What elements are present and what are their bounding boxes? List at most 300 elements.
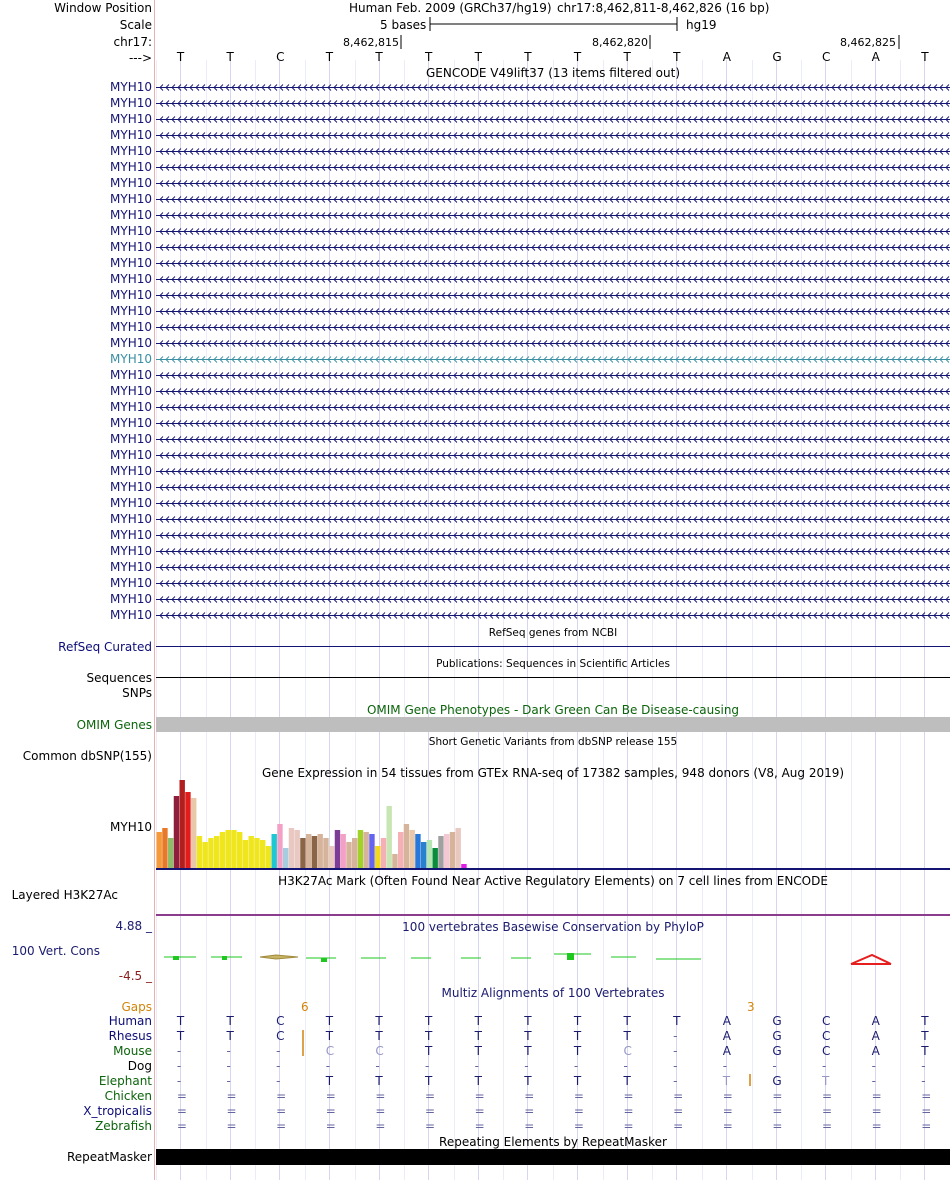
strand-label: --->	[128, 51, 152, 65]
alignment-base: C	[821, 1044, 831, 1058]
gencode-gene-label[interactable]: MYH10	[110, 416, 152, 430]
alignment-base: =	[424, 1104, 435, 1118]
alignment-base: =	[474, 1089, 485, 1103]
gtex-tissue-bar	[283, 848, 288, 868]
alignment-base: T	[474, 1074, 482, 1088]
gencode-gene-label[interactable]: MYH10	[110, 560, 152, 574]
gencode-gene-label[interactable]: MYH10	[110, 208, 152, 222]
gtex-tissue-bar	[410, 830, 415, 868]
alignment-base: =	[921, 1089, 932, 1103]
alignment-base: T	[623, 1014, 631, 1028]
ruler-base: T	[524, 50, 532, 64]
gtex-tissue-bar	[197, 836, 202, 868]
gencode-transcript	[156, 117, 950, 123]
gencode-gene-label[interactable]: MYH10	[110, 240, 152, 254]
track-data-column	[156, 0, 950, 1180]
gtex-tissue-bar	[208, 838, 213, 868]
ruler-base: T	[474, 50, 482, 64]
alignment-base: T	[474, 1014, 482, 1028]
alignment-base: T	[325, 1074, 334, 1088]
gencode-transcript	[156, 245, 950, 251]
alignment-base: C	[623, 1044, 632, 1058]
alignment-base: C	[821, 1014, 831, 1028]
ruler-base: C	[821, 50, 831, 64]
gencode-gene-label[interactable]: MYH10	[110, 368, 152, 382]
alignment-base: T	[176, 1014, 185, 1028]
alignment-base: =	[176, 1089, 187, 1103]
alignment-base: T	[524, 1029, 532, 1043]
alignment-base: =	[226, 1119, 237, 1133]
gtex-tissue-bar	[398, 832, 403, 868]
gtex-tissue-bar	[249, 836, 254, 868]
gencode-transcript	[156, 149, 950, 155]
gencode-gene-label[interactable]: MYH10	[110, 400, 152, 414]
gtex-tissue-bar	[375, 846, 380, 868]
gtex-tissue-bar	[329, 846, 334, 868]
alignment-base: =	[871, 1104, 882, 1118]
gtex-tissue-bar	[312, 836, 317, 868]
alignment-base: -	[176, 1044, 182, 1058]
gencode-gene-label[interactable]: MYH10	[110, 144, 152, 158]
gencode-transcript	[156, 197, 950, 203]
alignment-base: =	[524, 1089, 535, 1103]
gtex-track-label[interactable]: MYH10	[110, 820, 152, 834]
alignment-base: C	[276, 1029, 285, 1043]
alignment-base: =	[821, 1089, 832, 1103]
gencode-gene-label[interactable]: MYH10	[110, 192, 152, 206]
alignment-base: =	[921, 1104, 932, 1118]
alignment-base: A	[722, 1044, 731, 1058]
ruler-base: A	[722, 50, 731, 64]
alignment-base: =	[325, 1119, 336, 1133]
refseq-track-title: RefSeq genes from NCBI	[488, 627, 618, 639]
alignment-base: =	[772, 1089, 783, 1103]
position-tick-1: 8,462,815	[343, 36, 399, 49]
alignment-base: =	[871, 1089, 882, 1103]
alignment-base: =	[325, 1104, 336, 1118]
gtex-tissue-bar	[168, 838, 173, 868]
alignment-base: -	[722, 1059, 728, 1073]
gap-mark-2: 3	[747, 1000, 755, 1014]
alignment-base: =	[673, 1104, 684, 1118]
ruler-base: T	[325, 50, 334, 64]
gtex-tissue-bar	[277, 824, 282, 868]
label-separator	[154, 0, 155, 1180]
alignment-base: =	[524, 1119, 535, 1133]
dbsnp-track-title: Short Genetic Variants from dbSNP release 155	[428, 736, 678, 748]
alignment-base: -	[573, 1059, 579, 1073]
gtex-tissue-bar	[404, 824, 409, 868]
gencode-gene-label[interactable]: MYH10	[110, 272, 152, 286]
gencode-transcript	[156, 405, 950, 411]
gtex-tissue-bar	[433, 848, 438, 868]
alignment-base: A	[722, 1014, 731, 1028]
alignment-base: =	[623, 1089, 634, 1103]
ruler-base: T	[226, 50, 234, 64]
scale-label: Scale	[119, 18, 152, 32]
repeatmasker-bar[interactable]	[156, 1149, 950, 1165]
alignment-base: T	[524, 1074, 532, 1088]
alignment-base: -	[772, 1059, 777, 1073]
alignment-base: T	[226, 1029, 234, 1043]
alignment-base: -	[871, 1074, 876, 1088]
alignment-base: =	[623, 1104, 634, 1118]
alignment-base: -	[474, 1059, 479, 1073]
species-label[interactable]: Elephant	[98, 1074, 152, 1088]
gencode-transcript	[156, 181, 950, 187]
alignment-base: -	[921, 1074, 926, 1088]
multiz-track-title: Multiz Alignments of 100 Vertebrates	[441, 986, 665, 1000]
gaps-label: Gaps	[121, 1000, 152, 1014]
alignment-base: =	[921, 1119, 932, 1133]
alignment-base: =	[673, 1119, 684, 1133]
alignment-base: =	[573, 1089, 584, 1103]
gencode-gene-label[interactable]: MYH10	[110, 464, 152, 478]
gtex-tissue-bar	[421, 842, 426, 868]
gencode-transcript	[156, 341, 950, 347]
gencode-transcript	[156, 213, 950, 219]
alignment-base: -	[673, 1044, 678, 1058]
species-label[interactable]: Mouse	[113, 1044, 152, 1058]
gencode-gene-label[interactable]: MYH10	[110, 80, 152, 94]
gtex-tissue-bar	[352, 838, 357, 868]
alignment-base: -	[176, 1074, 182, 1088]
gencode-transcript	[156, 373, 950, 379]
alignment-base: =	[871, 1119, 882, 1133]
gencode-gene-label[interactable]: MYH10	[110, 592, 152, 606]
alignment-base: G	[772, 1029, 782, 1043]
species-label[interactable]: Chicken	[104, 1089, 152, 1103]
gtex-tissue-bar	[381, 838, 386, 868]
gencode-transcript	[156, 165, 950, 171]
gtex-tissue-bar	[272, 834, 277, 868]
alignment-base: =	[722, 1104, 733, 1118]
alignment-base: T	[921, 1014, 929, 1028]
alignment-base: =	[276, 1119, 287, 1133]
window-position-label: Window Position	[54, 1, 152, 15]
phylop-max-label: 4.88 _	[115, 919, 152, 933]
repeatmasker-track-label[interactable]: RepeatMasker	[66, 1150, 152, 1164]
gencode-gene-label[interactable]: MYH10	[110, 128, 152, 142]
alignment-base: -	[673, 1074, 678, 1088]
scale-text: 5 bases	[380, 18, 427, 32]
omim-bar[interactable]	[156, 717, 950, 732]
phylop-plot[interactable]	[156, 938, 950, 978]
alignment-base: -	[276, 1074, 281, 1088]
alignment-base: T	[573, 1029, 582, 1043]
phylop-min-label: -4.5 _	[118, 969, 152, 983]
gtex-baseline	[156, 868, 950, 870]
gencode-transcript	[156, 133, 950, 139]
alignment-base: =	[474, 1119, 485, 1133]
gencode-transcript	[156, 261, 950, 267]
alignment-base: -	[673, 1059, 678, 1073]
gencode-gene-label[interactable]: MYH10	[110, 448, 152, 462]
alignment-base: G	[772, 1044, 782, 1058]
alignment-base: T	[424, 1044, 433, 1058]
gencode-gene-label[interactable]: MYH10	[110, 288, 152, 302]
h3k27ac-track-label[interactable]: Layered H3K27Ac	[11, 888, 118, 902]
alignment-base: =	[276, 1089, 287, 1103]
gencode-gene-label[interactable]: MYH10	[110, 224, 152, 238]
alignment-base: =	[424, 1119, 435, 1133]
alignment-base: T	[424, 1029, 433, 1043]
gencode-gene-label[interactable]: MYH10	[110, 112, 152, 126]
alignment-base: T	[474, 1044, 482, 1058]
gencode-gene-label[interactable]: MYH10	[110, 432, 152, 446]
track-label-column	[0, 0, 154, 1180]
refseq-line[interactable]	[156, 646, 950, 647]
chrom-label: chr17:	[113, 35, 152, 49]
alignment-base: =	[573, 1104, 584, 1118]
alignment-base: =	[623, 1119, 634, 1133]
alignment-base: =	[375, 1104, 386, 1118]
gtex-tissue-bar	[306, 834, 311, 868]
assembly-text: Human Feb. 2009 (GRCh37/hg19)	[349, 1, 552, 15]
h3k27ac-track-title: H3K27Ac Mark (Often Found Near Active Regulatory Elements) on 7 cell lines from ENCODE	[278, 874, 828, 888]
omim-track-title: OMIM Gene Phenotypes - Dark Green Can Be Disease-causing	[366, 703, 740, 717]
ruler-base: T	[673, 50, 681, 64]
gencode-transcript	[156, 517, 950, 523]
gencode-gene-label[interactable]: MYH10	[110, 544, 152, 558]
alignment-base: C	[276, 1014, 285, 1028]
gtex-tissue-bar	[323, 838, 328, 868]
ruler-base: C	[276, 50, 285, 64]
gencode-gene-label[interactable]: MYH10	[110, 336, 152, 350]
alignment-base: T	[325, 1014, 334, 1028]
gtex-tissue-bar	[427, 840, 432, 868]
gencode-gene-label[interactable]: MYH10	[110, 608, 152, 622]
publications-track-title: Publications: Sequences in Scientific Articles	[436, 658, 670, 670]
gencode-transcript	[156, 565, 950, 571]
alignment-base: T	[375, 1074, 383, 1088]
ruler-base: A	[871, 50, 880, 64]
gtex-bar-chart[interactable]	[156, 778, 950, 870]
alignment-base: -	[821, 1059, 827, 1073]
alignment-base: T	[722, 1074, 731, 1088]
h3k27ac-baseline[interactable]	[156, 914, 950, 916]
position-tick-3: 8,462,825	[840, 36, 896, 49]
alignment-base: T	[325, 1029, 334, 1043]
gencode-track-title: GENCODE V49lift37 (13 items filtered out)	[425, 66, 680, 80]
alignment-base: =	[226, 1104, 237, 1118]
alignment-base: A	[722, 1029, 731, 1043]
alignment-base: =	[524, 1104, 535, 1118]
publications-track-label[interactable]: Sequences	[86, 671, 152, 685]
alignment-base: T	[821, 1074, 830, 1088]
gtex-tissue-bar	[318, 834, 323, 868]
ruler-base: G	[772, 50, 782, 64]
ruler-base: T	[623, 50, 631, 64]
gtex-tissue-bar	[341, 834, 346, 868]
alignment-base: C	[375, 1044, 384, 1058]
gencode-gene-label[interactable]: MYH10	[110, 480, 152, 494]
alignment-base: -	[226, 1074, 231, 1088]
gtex-tissue-bar	[346, 842, 351, 868]
gencode-transcript	[156, 85, 950, 91]
ruler-base: T	[375, 50, 383, 64]
alignment-base: =	[474, 1104, 485, 1118]
gtex-tissue-bar	[180, 780, 185, 868]
alignment-base: T	[424, 1074, 433, 1088]
gtex-tissue-bar	[254, 838, 259, 868]
alignment-base: C	[821, 1029, 831, 1043]
alignment-base: =	[722, 1119, 733, 1133]
gtex-tissue-bar	[266, 846, 271, 868]
dbsnp-track-label[interactable]: Common dbSNP(155)	[22, 749, 152, 763]
gtex-tissue-bar	[415, 834, 420, 868]
alignment-base: G	[772, 1014, 782, 1028]
gtex-tissue-bar	[203, 842, 208, 868]
gtex-tissue-bar	[295, 830, 300, 868]
refseq-track-label[interactable]: RefSeq Curated	[58, 640, 152, 654]
gencode-transcript	[156, 581, 950, 587]
species-label[interactable]: Human	[108, 1014, 152, 1028]
position-text: chr17:8,462,811-8,462,826 (16 bp)	[557, 1, 770, 15]
alignment-base: T	[673, 1014, 681, 1028]
gencode-transcript	[156, 101, 950, 107]
gencode-gene-label[interactable]: MYH10	[110, 160, 152, 174]
alignment-base: =	[424, 1089, 435, 1103]
alignment-base: T	[226, 1014, 234, 1028]
gtex-tissue-bar	[231, 830, 236, 868]
gencode-gene-label[interactable]: MYH10	[110, 320, 152, 334]
alignment-base: -	[424, 1059, 430, 1073]
gencode-transcript	[156, 389, 950, 395]
alignment-base: -	[524, 1059, 529, 1073]
gencode-transcript	[156, 293, 950, 299]
alignment-base: T	[623, 1029, 631, 1043]
gencode-gene-label[interactable]: MYH10	[110, 576, 152, 590]
alignment-base: -	[623, 1059, 628, 1073]
publications-line[interactable]	[156, 677, 950, 678]
gtex-track-title: Gene Expression in 54 tissues from GTEx RNA-seq of 17382 samples, 948 donors (V8, Aug 2019)	[261, 766, 845, 780]
gencode-transcript	[156, 309, 950, 315]
gtex-tissue-bar	[162, 828, 167, 868]
gencode-gene-label[interactable]: MYH10	[110, 352, 152, 366]
gencode-gene-label[interactable]: MYH10	[110, 528, 152, 542]
ruler-base: T	[424, 50, 433, 64]
alignment-base: =	[375, 1119, 386, 1133]
alignment-base: T	[424, 1014, 433, 1028]
alignment-base: -	[921, 1059, 926, 1073]
gtex-tissue-bar	[364, 832, 369, 868]
alignment-base: =	[772, 1119, 783, 1133]
alignment-base: -	[226, 1044, 231, 1058]
gencode-transcript	[156, 277, 950, 283]
alignment-base: =	[821, 1104, 832, 1118]
gencode-gene-label[interactable]: MYH10	[110, 176, 152, 190]
alignment-base: =	[226, 1089, 237, 1103]
ruler-base: T	[921, 50, 929, 64]
alignment-base: =	[176, 1104, 187, 1118]
alignment-base: T	[573, 1074, 582, 1088]
omim-track-label[interactable]: OMIM Genes	[76, 718, 152, 732]
species-label[interactable]: Zebrafish	[95, 1119, 152, 1133]
alignment-base: T	[474, 1029, 482, 1043]
gtex-tissue-bar	[157, 832, 162, 868]
alignment-base: T	[524, 1014, 532, 1028]
ruler-base: T	[176, 50, 185, 64]
gencode-transcript	[156, 453, 950, 459]
gencode-gene-label[interactable]: MYH10	[110, 304, 152, 318]
alignment-base: T	[524, 1044, 532, 1058]
alignment-base: T	[573, 1014, 582, 1028]
gencode-gene-label[interactable]: MYH10	[110, 256, 152, 270]
species-label[interactable]: Rhesus	[108, 1029, 152, 1043]
db-text: hg19	[686, 18, 717, 32]
gencode-gene-label[interactable]: MYH10	[110, 512, 152, 526]
gtex-tissue-bar	[174, 796, 179, 868]
alignment-base: -	[276, 1044, 281, 1058]
gencode-transcript	[156, 533, 950, 539]
snps-track-label[interactable]: SNPs	[122, 686, 152, 700]
alignment-base: A	[871, 1029, 880, 1043]
gtex-tissue-bar	[358, 830, 363, 868]
alignment-base: C	[325, 1044, 335, 1058]
gtex-tissue-bar	[214, 836, 219, 868]
alignment-base: =	[573, 1119, 584, 1133]
alignment-base: =	[772, 1104, 783, 1118]
alignment-base: =	[325, 1089, 336, 1103]
alignment-base: T	[176, 1029, 185, 1043]
alignment-base: =	[276, 1104, 287, 1118]
alignment-base: -	[325, 1059, 331, 1073]
gencode-transcript	[156, 357, 950, 363]
gtex-tissue-bar	[392, 854, 397, 868]
gencode-transcript	[156, 597, 950, 603]
gtex-tissue-bar	[444, 834, 449, 868]
gtex-tissue-bar	[438, 836, 443, 868]
alignment-base: T	[573, 1044, 582, 1058]
phylop-track-title: 100 vertebrates Basewise Conservation by PhyloP	[402, 920, 704, 934]
alignment-base: T	[623, 1074, 631, 1088]
species-label[interactable]: X_tropicalis	[83, 1104, 152, 1118]
alignment-base: =	[673, 1089, 684, 1103]
alignment-base: -	[871, 1059, 876, 1073]
alignment-base: G	[772, 1074, 782, 1088]
repeatmasker-track-title: Repeating Elements by RepeatMasker	[439, 1135, 667, 1149]
gtex-tissue-bar	[387, 806, 392, 868]
alignment-base: =	[821, 1119, 832, 1133]
gencode-gene-label[interactable]: MYH10	[110, 96, 152, 110]
alignment-base: -	[673, 1029, 678, 1043]
gencode-transcript	[156, 549, 950, 555]
gtex-tissue-bar	[185, 792, 190, 868]
gencode-transcript	[156, 437, 950, 443]
species-label[interactable]: Dog	[127, 1059, 152, 1073]
alignment-base: -	[176, 1059, 182, 1073]
gencode-track[interactable]	[156, 78, 950, 638]
gencode-gene-label[interactable]: MYH10	[110, 496, 152, 510]
phylop-track-label[interactable]: 100 Vert. Cons	[11, 944, 100, 958]
gencode-transcript	[156, 485, 950, 491]
alignment-base: -	[375, 1059, 380, 1073]
gencode-transcript	[156, 229, 950, 235]
alignment-base: T	[375, 1029, 383, 1043]
gap-mark-1: 6	[301, 1000, 309, 1014]
gtex-tissue-bar	[289, 828, 294, 868]
gtex-tissue-bar	[237, 832, 242, 868]
gencode-gene-label[interactable]: MYH10	[110, 384, 152, 398]
gtex-tissue-bar	[369, 834, 374, 868]
gtex-tissue-bar	[335, 830, 340, 868]
gencode-transcript	[156, 613, 950, 619]
position-tick-2: 8,462,820	[592, 36, 648, 49]
ruler-base: T	[573, 50, 582, 64]
gtex-tissue-bar	[243, 840, 248, 868]
alignment-base: =	[722, 1089, 733, 1103]
